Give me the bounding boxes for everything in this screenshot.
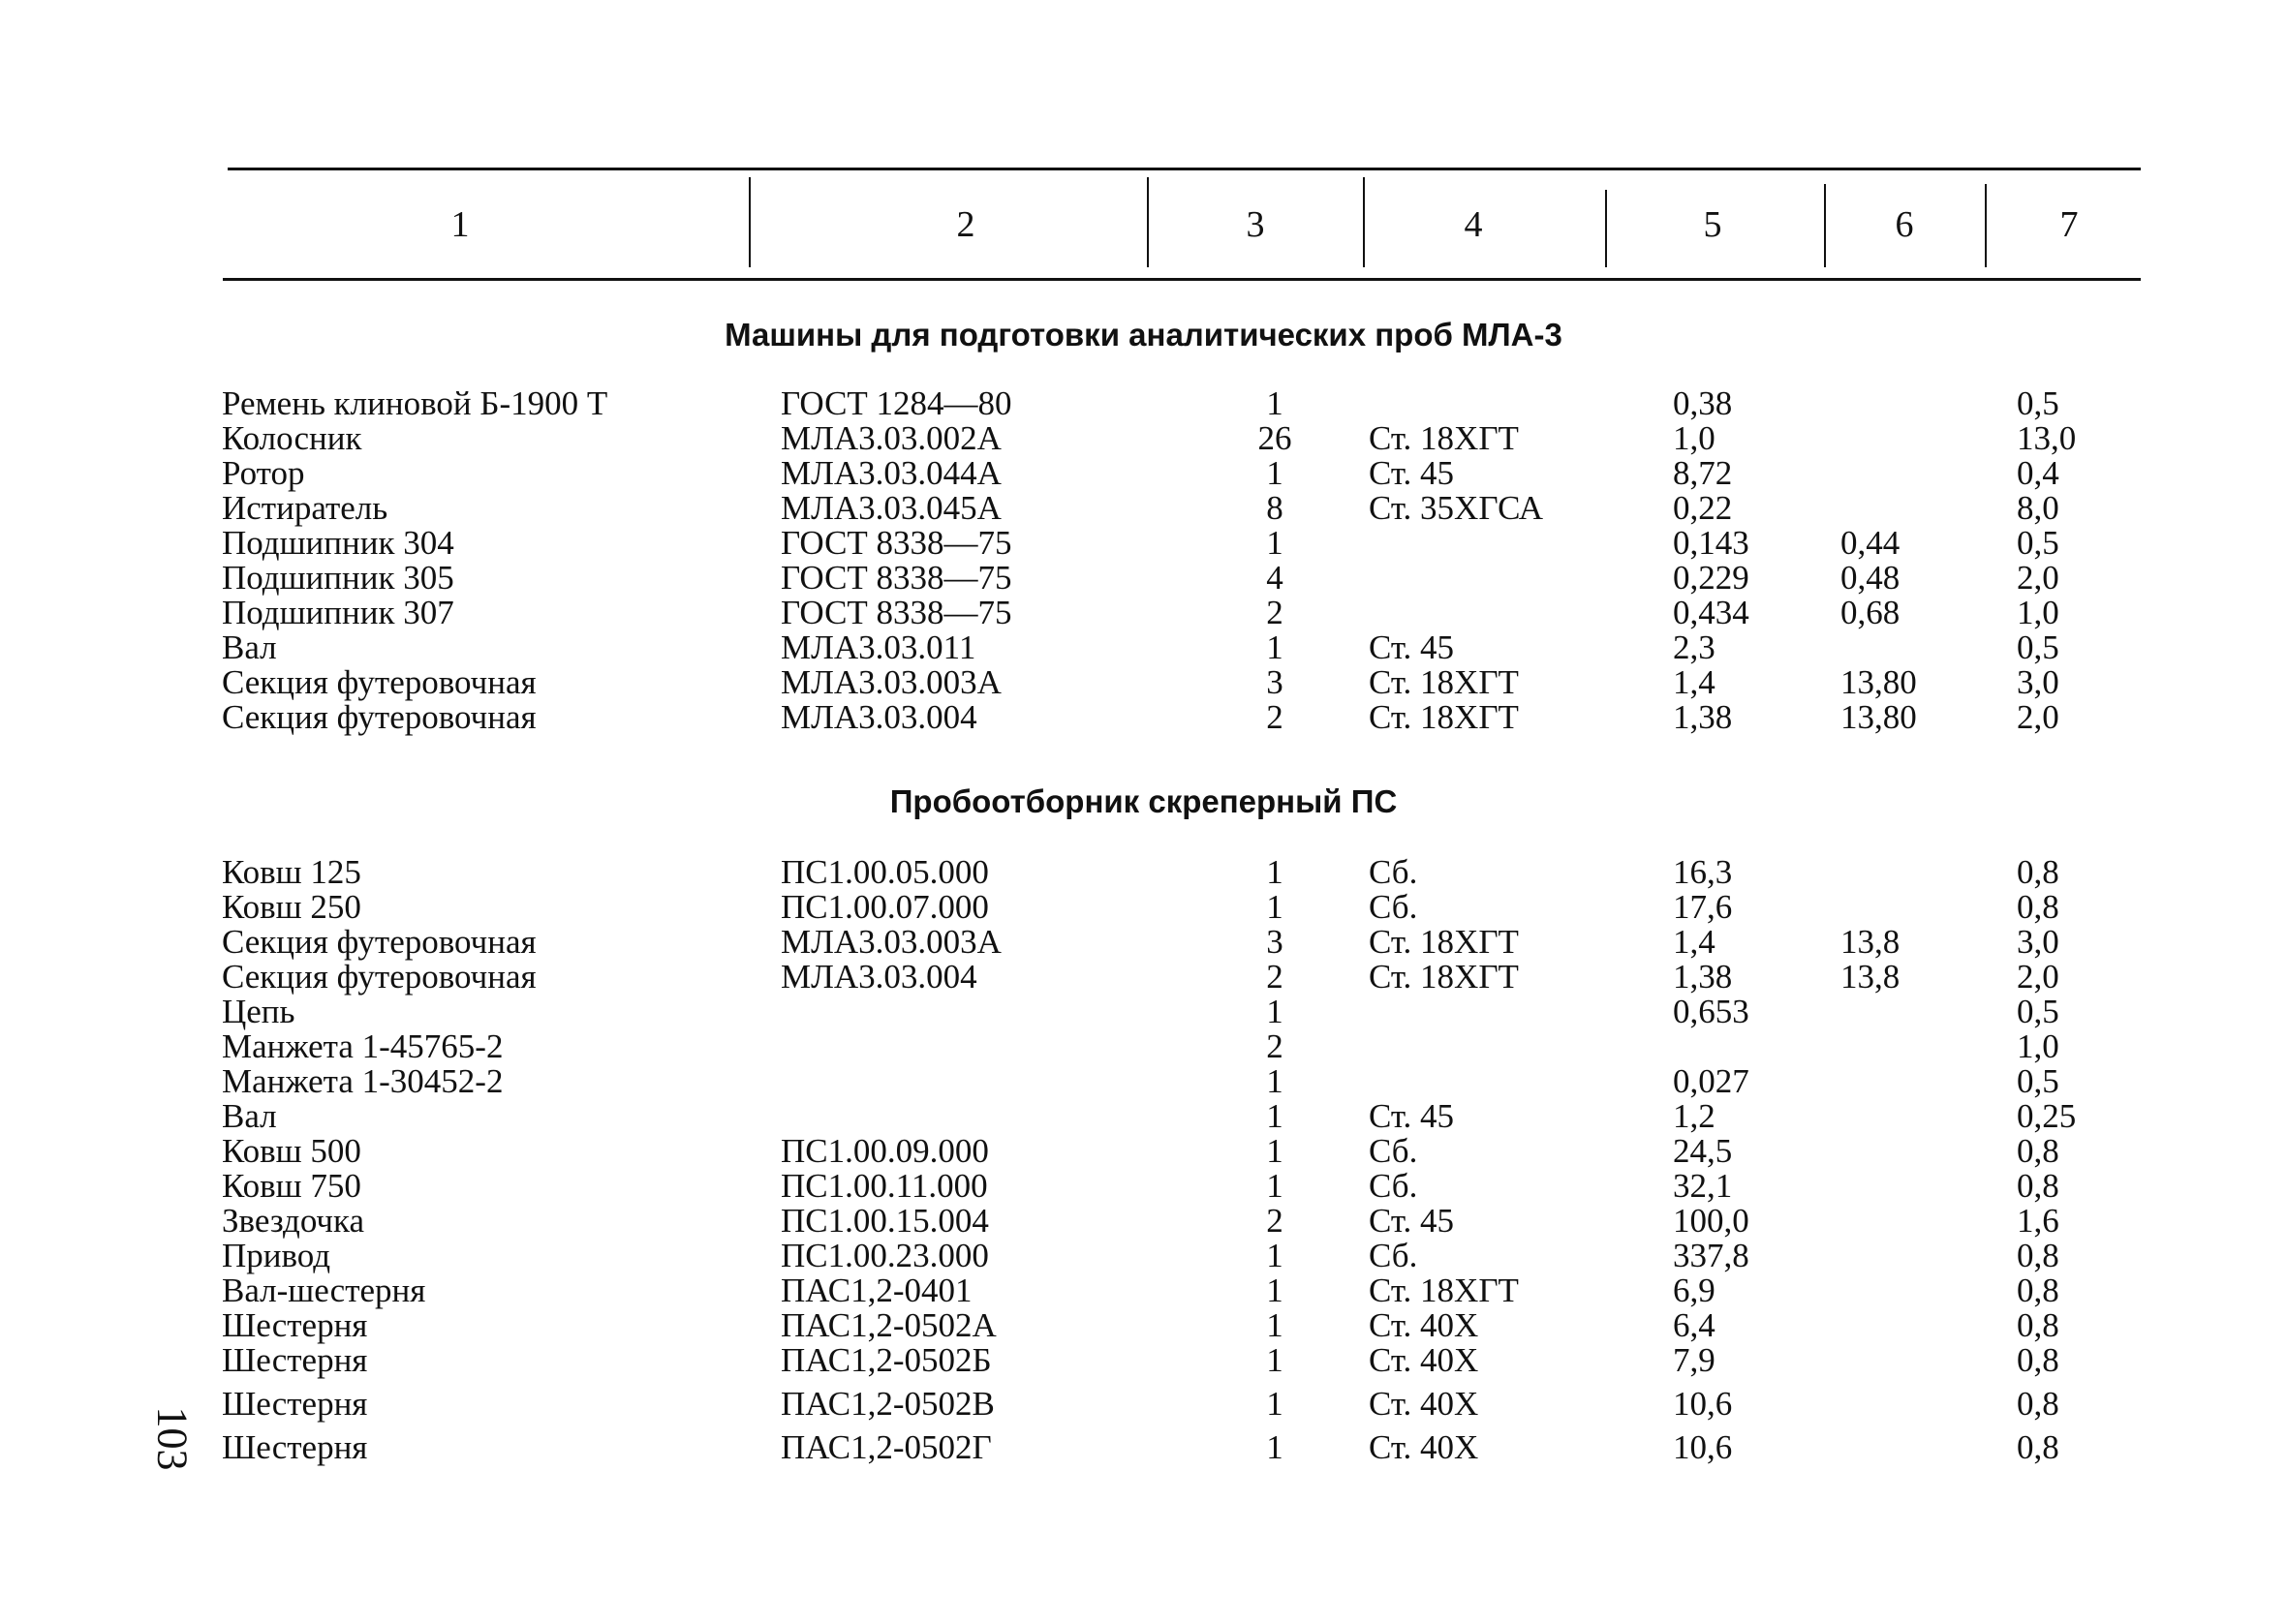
table-row <box>0 1204 2287 1239</box>
quantity: 1 <box>1266 1132 1283 1170</box>
mass-value: 0,653 <box>1673 993 1749 1030</box>
quantity: 1 <box>1266 1341 1283 1379</box>
mass-value: 1,38 <box>1673 958 1733 996</box>
designation: ПС1.00.23.000 <box>781 1237 989 1274</box>
col-7-value: 2,0 <box>2017 958 2059 996</box>
page-number: 103 <box>148 1406 197 1471</box>
mass-value: 32,1 <box>1673 1167 1733 1205</box>
mass-value: 0,434 <box>1673 594 1749 631</box>
item-name: Ротор <box>222 454 305 492</box>
item-name: Шестерня <box>222 1341 368 1379</box>
mass-value: 337,8 <box>1673 1237 1749 1274</box>
designation: МЛА3.03.002А <box>781 419 1002 457</box>
col-7-value: 0,8 <box>2017 888 2059 926</box>
designation: ГОСТ 8338—75 <box>781 594 1012 631</box>
designation: МЛА3.03.011 <box>781 628 976 666</box>
material: Ст. 40Х <box>1369 1306 1479 1344</box>
item-name: Ковш 500 <box>222 1132 361 1170</box>
col-7-value: 0,8 <box>2017 1385 2059 1423</box>
col-7-value: 0,5 <box>2017 1062 2059 1100</box>
item-name: Секция футеровочная <box>222 663 537 701</box>
header-top-rule <box>228 168 2141 170</box>
col-7-value: 3,0 <box>2017 663 2059 701</box>
section-rows <box>0 386 2287 735</box>
header-divider <box>1363 177 1365 267</box>
header-col-3: 3 <box>1246 204 1265 245</box>
designation: ПАС1,2-0401 <box>781 1272 973 1309</box>
table-row <box>0 1099 2287 1134</box>
quantity: 1 <box>1266 1272 1283 1309</box>
header-divider <box>1824 184 1826 267</box>
table-row <box>0 925 2287 960</box>
item-name: Вал <box>222 1097 277 1135</box>
table-row <box>0 890 2287 925</box>
header-col-4: 4 <box>1464 204 1483 245</box>
table-row <box>0 386 2287 421</box>
col-7-value: 0,5 <box>2017 524 2059 562</box>
quantity: 1 <box>1266 853 1283 891</box>
designation: МЛА3.03.003А <box>781 923 1002 961</box>
designation: ГОСТ 1284—80 <box>781 384 1012 422</box>
table-row <box>0 630 2287 665</box>
quantity: 3 <box>1266 923 1283 961</box>
col-7-value: 3,0 <box>2017 923 2059 961</box>
quantity: 1 <box>1266 1385 1283 1423</box>
table-row <box>0 1134 2287 1169</box>
col-6-value: 0,48 <box>1840 559 1901 597</box>
table-row <box>0 421 2287 456</box>
header-divider <box>1605 190 1607 267</box>
designation: МЛА3.03.045А <box>781 489 1002 527</box>
item-name: Вал <box>222 628 277 666</box>
item-name: Секция футеровочная <box>222 698 537 736</box>
designation: ПС1.00.07.000 <box>781 888 989 926</box>
header-col-5: 5 <box>1703 204 1722 245</box>
header-col-2: 2 <box>956 204 975 245</box>
designation: МЛА3.03.044А <box>781 454 1002 492</box>
table-row <box>0 855 2287 890</box>
quantity: 1 <box>1266 1237 1283 1274</box>
mass-value: 7,9 <box>1673 1341 1715 1379</box>
item-name: Колосник <box>222 419 362 457</box>
designation: ГОСТ 8338—75 <box>781 559 1012 597</box>
designation: МЛА3.03.004 <box>781 698 977 736</box>
item-name: Шестерня <box>222 1306 368 1344</box>
table-row <box>0 1064 2287 1099</box>
table-row <box>0 1169 2287 1204</box>
material: Ст. 35ХГСА <box>1369 489 1543 527</box>
table-row <box>0 960 2287 995</box>
header-col-7: 7 <box>2059 204 2079 245</box>
item-name: Подшипник 305 <box>222 559 454 597</box>
col-7-value: 0,5 <box>2017 384 2059 422</box>
material: Сб. <box>1369 888 1418 926</box>
header-divider <box>1147 177 1149 267</box>
mass-value: 0,143 <box>1673 524 1749 562</box>
item-name: Подшипник 307 <box>222 594 454 631</box>
designation: ПАС1,2-0502Б <box>781 1341 992 1379</box>
item-name: Ремень клиновой Б-1900 Т <box>222 384 608 422</box>
quantity: 2 <box>1266 594 1283 631</box>
mass-value: 0,229 <box>1673 559 1749 597</box>
col-7-value: 0,8 <box>2017 1306 2059 1344</box>
material: Ст. 45 <box>1369 454 1455 492</box>
mass-value: 100,0 <box>1673 1202 1749 1240</box>
table-row <box>0 700 2287 735</box>
quantity: 2 <box>1266 698 1283 736</box>
quantity: 1 <box>1266 384 1283 422</box>
item-name: Вал-шестерня <box>222 1272 426 1309</box>
col-7-value: 0,8 <box>2017 1428 2059 1466</box>
col-7-value: 2,0 <box>2017 698 2059 736</box>
mass-value: 1,0 <box>1673 419 1715 457</box>
table-row <box>0 1239 2287 1273</box>
col-7-value: 8,0 <box>2017 489 2059 527</box>
mass-value: 8,72 <box>1673 454 1733 492</box>
header-col-6: 6 <box>1895 204 1914 245</box>
mass-value: 1,4 <box>1673 663 1715 701</box>
col-6-value: 13,8 <box>1840 958 1901 996</box>
item-name: Секция футеровочная <box>222 958 537 996</box>
col-7-value: 0,25 <box>2017 1097 2077 1135</box>
mass-value: 1,2 <box>1673 1097 1715 1135</box>
col-7-value: 0,8 <box>2017 1272 2059 1309</box>
quantity: 2 <box>1266 1027 1283 1065</box>
item-name: Ковш 750 <box>222 1167 361 1205</box>
designation: ПАС1,2-0502Г <box>781 1428 992 1466</box>
col-7-value: 0,8 <box>2017 1132 2059 1170</box>
designation: ПС1.00.15.004 <box>781 1202 989 1240</box>
col-7-value: 0,4 <box>2017 454 2059 492</box>
item-name: Ковш 125 <box>222 853 361 891</box>
col-7-value: 0,8 <box>2017 1341 2059 1379</box>
quantity: 1 <box>1266 1428 1283 1466</box>
material: Ст. 45 <box>1369 1202 1455 1240</box>
col-6-value: 0,44 <box>1840 524 1901 562</box>
mass-value: 24,5 <box>1673 1132 1733 1170</box>
item-name: Привод <box>222 1237 331 1274</box>
mass-value: 1,4 <box>1673 923 1715 961</box>
item-name: Шестерня <box>222 1385 368 1423</box>
item-name: Ковш 250 <box>222 888 361 926</box>
table-row <box>0 491 2287 526</box>
mass-value: 17,6 <box>1673 888 1733 926</box>
material: Ст. 45 <box>1369 1097 1455 1135</box>
table-row <box>0 1430 2287 1465</box>
material: Сб. <box>1369 1237 1418 1274</box>
material: Сб. <box>1369 1132 1418 1170</box>
item-name: Секция футеровочная <box>222 923 537 961</box>
mass-value: 0,38 <box>1673 384 1733 422</box>
col-7-value: 0,8 <box>2017 1167 2059 1205</box>
item-name: Истиратель <box>222 489 388 527</box>
mass-value: 10,6 <box>1673 1428 1733 1466</box>
mass-value: 2,3 <box>1673 628 1715 666</box>
material: Ст. 40Х <box>1369 1341 1479 1379</box>
table-row <box>0 1387 2287 1422</box>
mass-value: 6,9 <box>1673 1272 1715 1309</box>
quantity: 1 <box>1266 628 1283 666</box>
designation: МЛА3.03.003А <box>781 663 1002 701</box>
section-rows <box>0 855 2287 1465</box>
quantity: 4 <box>1266 559 1283 597</box>
material: Ст. 18ХГТ <box>1369 663 1519 701</box>
col-6-value: 13,8 <box>1840 923 1901 961</box>
item-name: Подшипник 304 <box>222 524 454 562</box>
header-col-1: 1 <box>450 204 470 245</box>
designation: МЛА3.03.004 <box>781 958 977 996</box>
designation: ПАС1,2-0502В <box>781 1385 995 1423</box>
item-name: Цепь <box>222 993 295 1030</box>
item-name: Шестерня <box>222 1428 368 1466</box>
designation: ПС1.00.09.000 <box>781 1132 989 1170</box>
table-row <box>0 526 2287 561</box>
table-row <box>0 596 2287 630</box>
table-row <box>0 1029 2287 1064</box>
quantity: 1 <box>1266 1097 1283 1135</box>
mass-value: 1,38 <box>1673 698 1733 736</box>
mass-value: 0,22 <box>1673 489 1733 527</box>
quantity: 2 <box>1266 1202 1283 1240</box>
material: Ст. 40Х <box>1369 1428 1479 1466</box>
designation: ГОСТ 8338—75 <box>781 524 1012 562</box>
table-row <box>0 665 2287 700</box>
col-6-value: 13,80 <box>1840 663 1917 701</box>
quantity: 1 <box>1266 888 1283 926</box>
col-7-value: 13,0 <box>2017 419 2077 457</box>
quantity: 1 <box>1266 1306 1283 1344</box>
designation: ПС1.00.05.000 <box>781 853 989 891</box>
col-7-value: 0,5 <box>2017 628 2059 666</box>
material: Ст. 18ХГТ <box>1369 419 1519 457</box>
quantity: 2 <box>1266 958 1283 996</box>
col-6-value: 0,68 <box>1840 594 1901 631</box>
quantity: 1 <box>1266 993 1283 1030</box>
item-name: Манжета 1-45765-2 <box>222 1027 504 1065</box>
material: Сб. <box>1369 1167 1418 1205</box>
item-name: Звездочка <box>222 1202 365 1240</box>
section-title: Машины для подготовки аналитических проб МЛА-3 <box>725 317 1562 352</box>
quantity: 1 <box>1266 454 1283 492</box>
table-row <box>0 1308 2287 1343</box>
mass-value: 0,027 <box>1673 1062 1749 1100</box>
col-7-value: 1,0 <box>2017 594 2059 631</box>
material: Ст. 18ХГТ <box>1369 958 1519 996</box>
col-7-value: 0,8 <box>2017 853 2059 891</box>
item-name: Манжета 1-30452-2 <box>222 1062 504 1100</box>
material: Ст. 18ХГТ <box>1369 1272 1519 1309</box>
section-title: Пробоотборник скреперный ПС <box>889 783 1398 819</box>
col-7-value: 1,6 <box>2017 1202 2059 1240</box>
designation: ПАС1,2-0502А <box>781 1306 997 1344</box>
material: Ст. 40Х <box>1369 1385 1479 1423</box>
quantity: 3 <box>1266 663 1283 701</box>
table-row <box>0 561 2287 596</box>
quantity: 1 <box>1266 1167 1283 1205</box>
col-7-value: 1,0 <box>2017 1027 2059 1065</box>
material: Ст. 45 <box>1369 628 1455 666</box>
material: Ст. 18ХГТ <box>1369 698 1519 736</box>
col-7-value: 0,5 <box>2017 993 2059 1030</box>
table-row <box>0 1343 2287 1378</box>
material: Сб. <box>1369 853 1418 891</box>
header-divider <box>749 177 751 267</box>
header-bottom-rule <box>223 278 2141 281</box>
quantity: 1 <box>1266 1062 1283 1100</box>
mass-value: 10,6 <box>1673 1385 1733 1423</box>
table-row <box>0 995 2287 1029</box>
material: Ст. 18ХГТ <box>1369 923 1519 961</box>
table-row <box>0 456 2287 491</box>
col-7-value: 2,0 <box>2017 559 2059 597</box>
col-7-value: 0,8 <box>2017 1237 2059 1274</box>
mass-value: 6,4 <box>1673 1306 1715 1344</box>
header-divider <box>1985 184 1987 267</box>
quantity: 26 <box>1257 419 1292 457</box>
designation: ПС1.00.11.000 <box>781 1167 988 1205</box>
quantity: 8 <box>1266 489 1283 527</box>
col-6-value: 13,80 <box>1840 698 1917 736</box>
mass-value: 16,3 <box>1673 853 1733 891</box>
table-row <box>0 1273 2287 1308</box>
quantity: 1 <box>1266 524 1283 562</box>
